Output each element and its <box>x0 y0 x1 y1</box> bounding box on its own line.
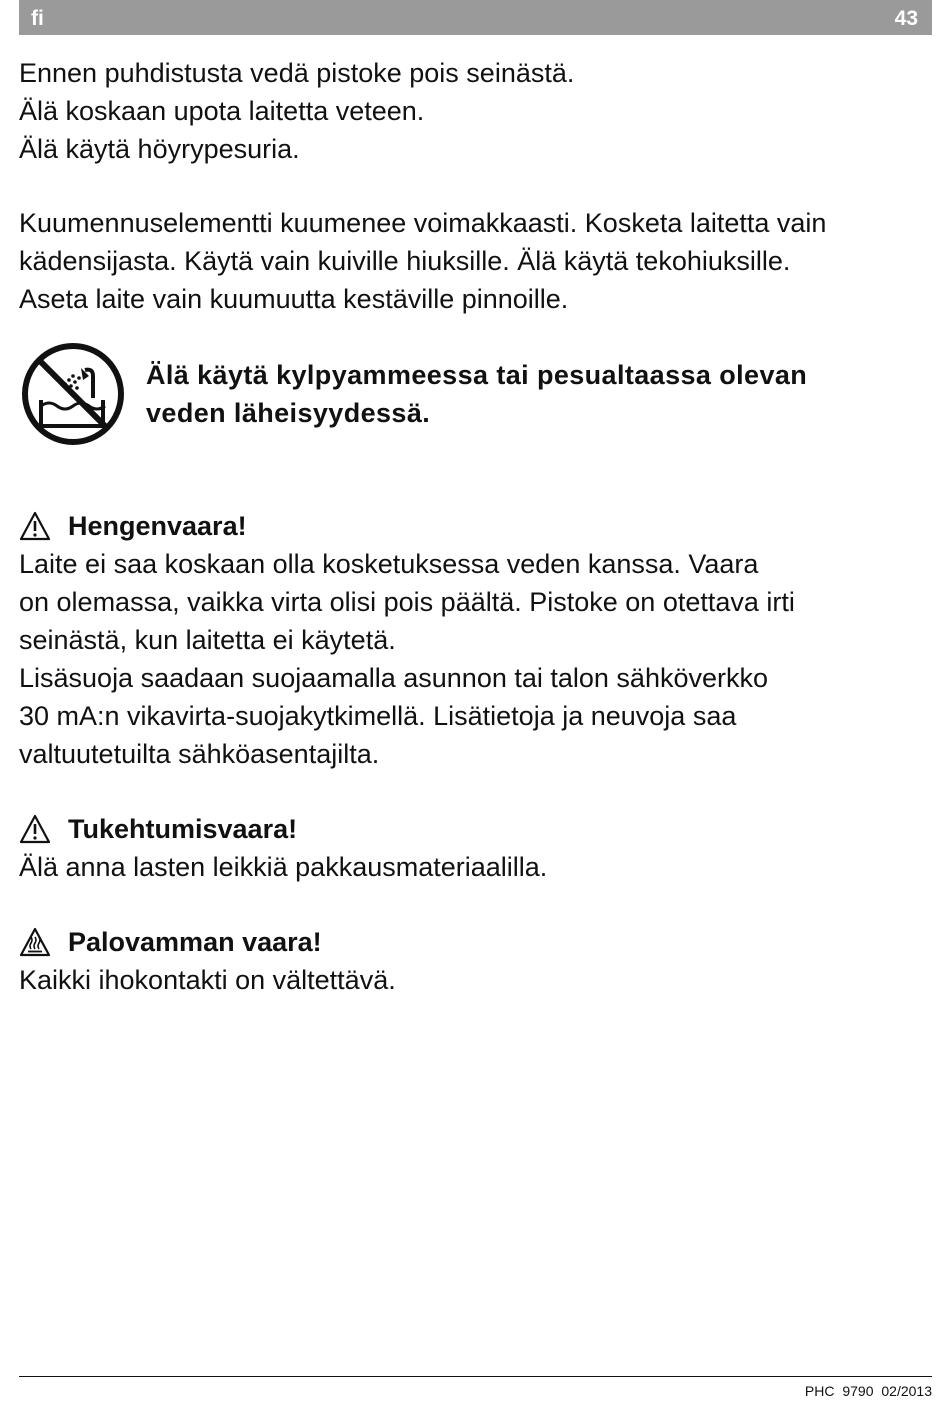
intro-line: Älä käytä höyrypesuria. <box>19 134 300 164</box>
bath-warning-line: Älä käytä kylpyammeessa tai pesualtaassa olevan <box>146 360 808 390</box>
page-header <box>19 0 932 35</box>
warning-triangle-icon <box>19 814 51 844</box>
electric-danger-heading <box>19 507 247 545</box>
footer-model-date: PHC 9790 02/2013 <box>804 1383 932 1399</box>
language-code: fi <box>31 7 44 30</box>
electric-danger-line: valtuutetuilta sähköasentajilta. <box>19 739 380 769</box>
heat-notice-text <box>19 204 929 318</box>
hot-surface-warning-icon <box>19 927 51 957</box>
heat-notice-line: kädensijasta. Käytä vain kuiville hiuksille. Älä käytä tekohiuksille. <box>19 246 791 276</box>
burn-danger-title: Palovamman vaara! <box>68 927 322 957</box>
electric-danger-line: 30 mA:n vikavirta-suojakytkimellä. Lisätietoja ja neuvoja saa <box>19 701 737 731</box>
intro-text <box>19 54 929 168</box>
no-bathtub-icon <box>19 340 127 448</box>
electric-danger-title: Hengenvaara! <box>68 511 247 541</box>
heat-notice-line: Kuumennuselementti kuumenee voimakkaasti. Kosketa laitetta vain <box>19 208 827 238</box>
electric-danger-line: seinästä, kun laitetta ei käytetä. <box>19 625 396 655</box>
electric-danger-line: Lisäsuoja saadaan suojaamalla asunnon tai talon sähköverkko <box>19 663 768 693</box>
burn-danger-heading <box>19 923 322 961</box>
suffocation-danger-title: Tukehtumisvaara! <box>68 814 298 844</box>
warning-triangle-icon <box>19 511 51 541</box>
burn-danger-line: Kaikki ihokontakti on vältettävä. <box>19 965 396 995</box>
footer-divider <box>19 1376 932 1377</box>
intro-line: Ennen puhdistusta vedä pistoke pois seinästä. <box>19 58 575 88</box>
suffocation-danger-heading <box>19 810 297 848</box>
burn-danger-text <box>19 961 929 999</box>
electric-danger-line: Laite ei saa koskaan olla kosketuksessa veden kanssa. Vaara <box>19 549 759 579</box>
suffocation-danger-text <box>19 848 929 886</box>
suffocation-danger-line: Älä anna lasten leikkiä pakkausmateriaalilla. <box>19 852 548 882</box>
heat-notice-line: Aseta laite vain kuumuutta kestäville pinnoille. <box>19 284 569 314</box>
bath-warning-line: veden läheisyydessä. <box>146 398 431 428</box>
electric-danger-line: on olemassa, vaikka virta olisi pois päältä. Pistoke on otettava irti <box>19 587 795 617</box>
bath-warning-text <box>146 356 906 432</box>
page-number: 43 <box>894 7 918 30</box>
electric-danger-text <box>19 545 929 773</box>
intro-line: Älä koskaan upota laitetta veteen. <box>19 96 425 126</box>
